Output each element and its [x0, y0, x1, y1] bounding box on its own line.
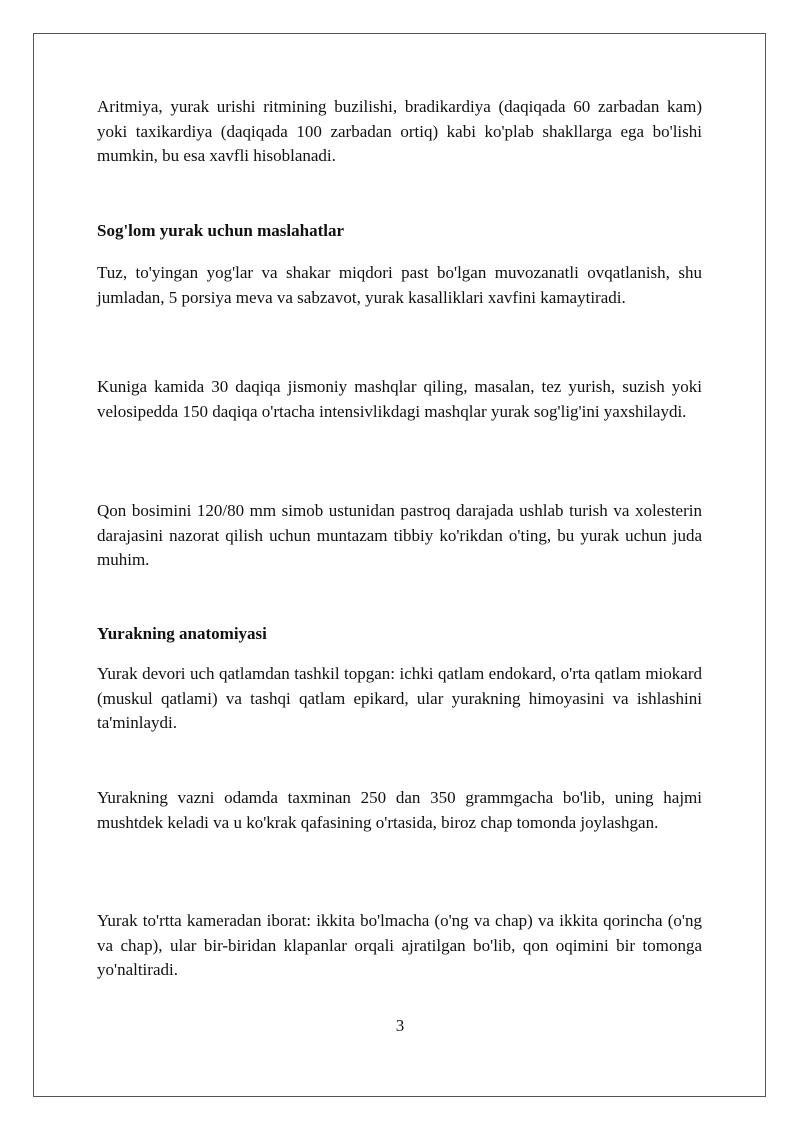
paragraph-heart-chambers: Yurak to'rtta kameradan iborat: ikkita bo'lmacha (o'ng va chap) va ikkita qorincha (o'ng va chap), ular bir-biridan klapanlar orqali ajratilgan bo'lib, qon oqimini bir tomonga yo'naltiradi. [97, 911, 702, 979]
paragraph-blood-pressure-checkup: Qon bosimini 120/80 mm simob ustunidan pastroq darajada ushlab turish va xolesterin darajasini nazorat qilish uchun muntazam tibbiy ko'rikdan o'ting, bu yurak uchun juda muhim. [97, 501, 702, 569]
paragraph-healthy-diet: Tuz, to'yingan yog'lar va shakar miqdori past bo'lgan muvozanatli ovqatlanish, shu jumladan, 5 porsiya meva va sabzavot, yurak kasalliklari xavfini kamaytiradi. [97, 263, 702, 307]
section-heading-healthy-heart-tips: Sog'lom yurak uchun maslahatlar [97, 221, 345, 240]
paragraph-physical-exercise: Kuniga kamida 30 daqiqa jismoniy mashqlar qiling, masalan, tez yurish, suzish yoki velosipedda 150 daqiqa o'rtacha intensivlikdagi mashqlar yurak sog'lig'ini yaxshilaydi. [97, 377, 702, 421]
page-number: 3 [395, 1016, 405, 1035]
paragraph-heart-wall-layers: Yurak devori uch qatlamdan tashkil topgan: ichki qatlam endokard, o'rta qatlam miokard (muskul qatlami) va tashqi qatlam epikard, ular yurakning himoyasini va ishlashini ta'minlaydi. [97, 664, 702, 732]
paragraph-arrhythmia: Aritmiya, yurak urishi ritmining buzilishi, bradikardiya (daqiqada 60 zarbadan kam) yoki taxikardiya (daqiqada 100 zarbadan ortiq) kabi ko'plab shakllarga ega bo'lishi mumkin, bu esa xavfli hisoblanadi. [97, 97, 702, 165]
section-heading-heart-anatomy: Yurakning anatomiyasi [97, 624, 267, 643]
paragraph-heart-weight-size: Yurakning vazni odamda taxminan 250 dan 350 grammgacha bo'lib, uning hajmi mushtdek keladi va u ko'krak qafasining o'rtasida, biroz chap tomonda joylashgan. [97, 788, 702, 832]
